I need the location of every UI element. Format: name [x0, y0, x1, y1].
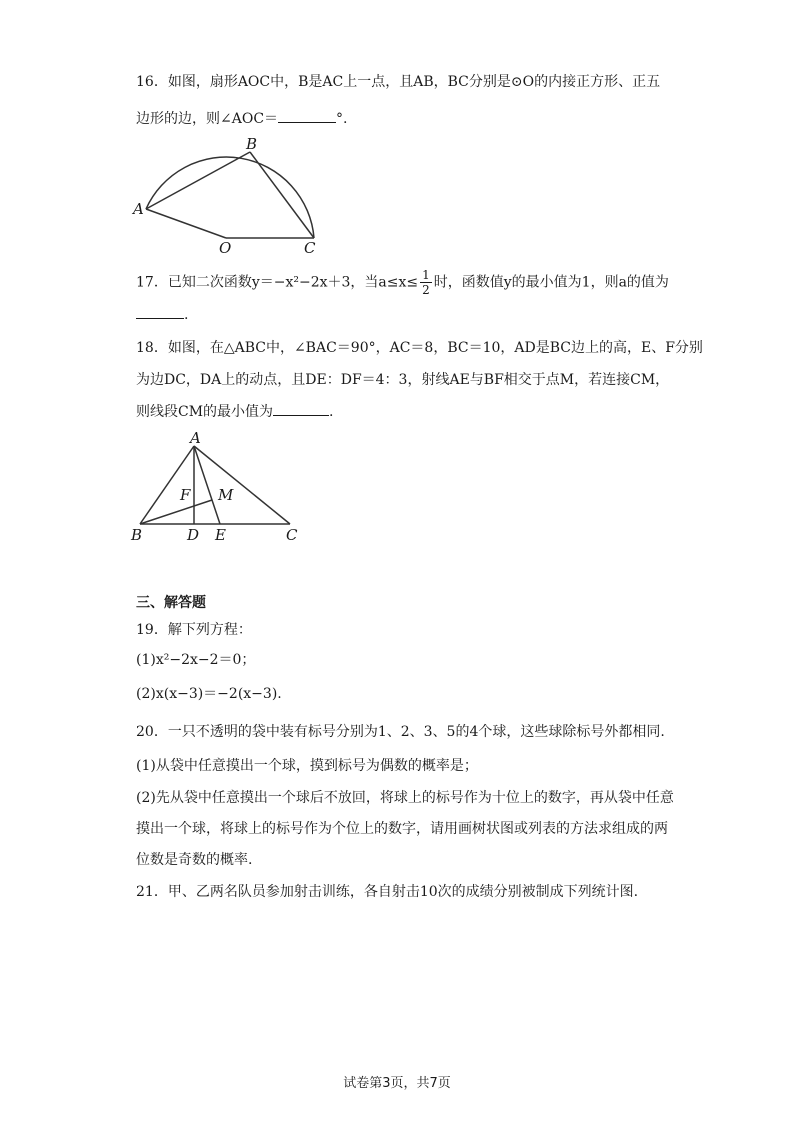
q16-line2-end: °.	[336, 111, 348, 127]
label-a: A	[133, 200, 144, 218]
q16-sector-figure	[130, 135, 330, 255]
label-f: F	[180, 486, 191, 504]
segment-ao	[146, 209, 226, 238]
sector-arc	[146, 157, 314, 238]
q17-fraction	[420, 268, 432, 297]
q18-line3-end: .	[329, 404, 334, 420]
q19-stem: 19．解下列方程：	[136, 622, 252, 638]
section-title: 三、解答题	[136, 595, 206, 611]
q16-line1: 16．如图，扇形AOC中，B是AC上一点，且AB，BC分别是⊙O的内接正方形、正五	[136, 74, 661, 90]
q17-line1	[136, 268, 669, 297]
q18-answer-blank	[273, 401, 329, 416]
q20-part2-line3: 位数是奇数的概率.	[136, 852, 253, 868]
label-o: O	[219, 239, 232, 255]
q19-part2: (2)x(x−3)＝−2(x−3).	[136, 686, 282, 702]
q21-stem: 21．甲、乙两名队员参加射击训练，各自射击10次的成绩分别被制成下列统计图.	[136, 884, 639, 900]
segment-ab	[140, 446, 194, 524]
q20-part1: (1)从袋中任意摸出一个球，摸到标号为偶数的概率是；	[136, 758, 478, 774]
q18-line3	[136, 401, 334, 422]
q20-stem: 20．一只不透明的袋中装有标号分别为1、2、3、5的4个球，这些球除标号外都相同.	[136, 724, 665, 740]
page-footer: 试卷第3页，共7页	[343, 1076, 451, 1091]
q17-answer-blank	[136, 304, 184, 319]
label-c: C	[304, 239, 316, 255]
label-d: D	[187, 526, 200, 544]
q16-line2-text: 边形的边，则∠AOC＝	[136, 111, 279, 127]
segment-bm	[140, 500, 212, 524]
q20-part2-line1: (2)先从袋中任意摸出一个球后不放回，将球上的标号作为十位上的数字，再从袋中任意	[136, 790, 674, 806]
q17-line2	[136, 304, 188, 325]
label-c: C	[286, 526, 298, 544]
segment-bc	[250, 152, 314, 238]
q19-part1: (1)x²−2x−2＝0；	[136, 652, 256, 668]
q17-line2-end: .	[184, 307, 189, 323]
q20-part2-line2: 摸出一个球，将球上的标号作为个位上的数字，请用画树状图或列表的方法求组成的两	[136, 821, 668, 837]
q17-text-post: 时，函数值y的最小值为1，则a的值为	[433, 274, 669, 291]
q18-triangle-figure	[128, 430, 308, 545]
label-a: A	[190, 430, 201, 447]
label-b: B	[131, 526, 143, 544]
segment-ab	[146, 152, 250, 209]
segment-ac	[194, 446, 290, 524]
q16-answer-blank	[278, 108, 336, 123]
q17-frac-num: 1	[422, 268, 430, 282]
label-e: E	[215, 526, 226, 544]
q17-text-pre: 17．已知二次函数y＝−x²−2x＋3，当a≤x≤	[136, 274, 419, 291]
q16-line2	[136, 108, 347, 129]
segment-ae	[194, 446, 220, 524]
label-b: B	[246, 135, 258, 153]
q17-frac-den: 2	[422, 283, 430, 297]
q18-line1: 18．如图，在△ABC中，∠BAC＝90°，AC＝8，BC＝10，AD是BC边上的高，E、F分别	[136, 340, 703, 356]
q18-line3-text: 则线段CM的最小值为	[136, 404, 274, 420]
q18-line2: 为边DC，DA上的动点，且DE：DF＝4：3，射线AE与BF相交于点M，若连接CM，	[136, 372, 670, 388]
label-m: M	[218, 486, 234, 504]
